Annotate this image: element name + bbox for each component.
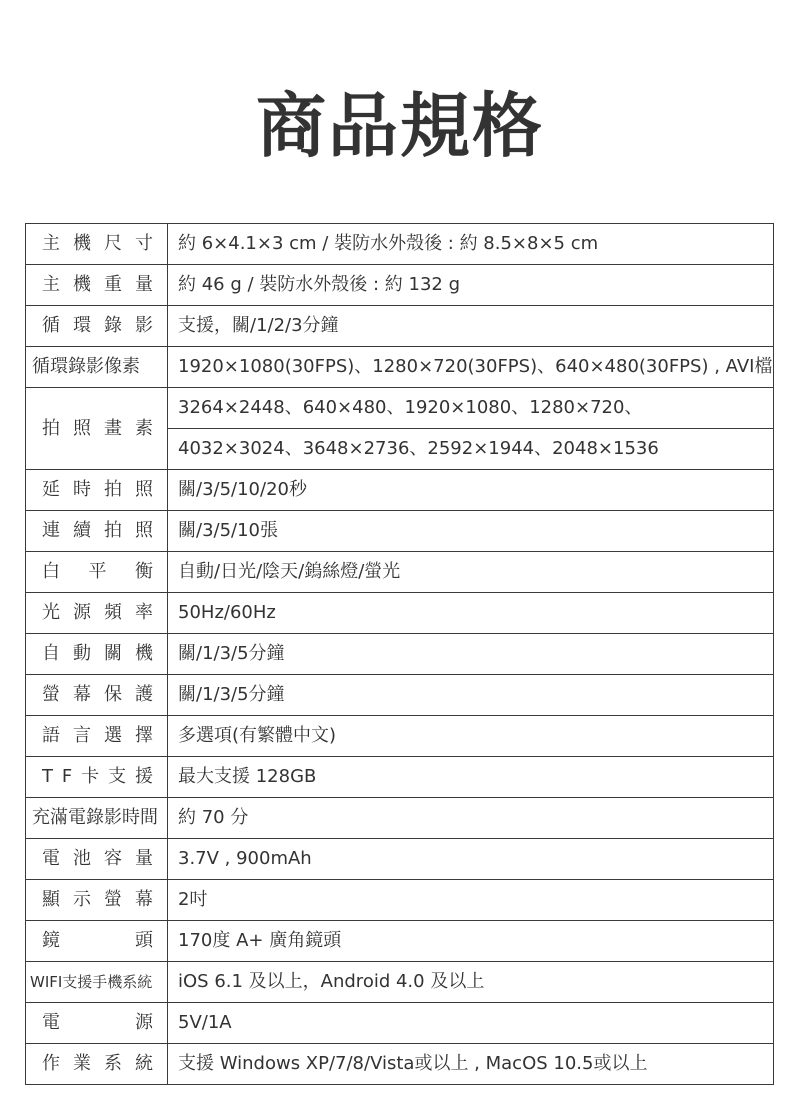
spec-label-char: 電 (42, 848, 60, 869)
spec-label (26, 839, 168, 880)
spec-label-char: 語 (42, 725, 60, 746)
spec-label (26, 1003, 168, 1044)
spec-value: 關/3/5/10張 (168, 511, 774, 552)
spec-value: 支援，關/1/2/3分鐘 (168, 306, 774, 347)
spec-label (26, 1044, 168, 1085)
spec-label-char: 容 (104, 848, 122, 869)
spec-value: 約 70 分 (168, 798, 774, 839)
spec-value: iOS 6.1 及以上，Android 4.0 及以上 (168, 962, 774, 1003)
spec-label-char: 畫 (104, 417, 122, 439)
spec-label-char: 延 (42, 479, 60, 500)
spec-row (26, 675, 774, 716)
spec-label-char: 電 (42, 1012, 60, 1033)
spec-table (25, 223, 774, 1085)
spec-label-char: 循 (42, 315, 60, 336)
spec-label-char: 連 (42, 520, 60, 541)
spec-label-char: 作 (42, 1053, 60, 1074)
spec-label-char: 拍 (104, 520, 122, 541)
spec-label-char: 白 (42, 561, 60, 582)
spec-label (26, 675, 168, 716)
spec-label-char: 照 (73, 417, 91, 439)
spec-label-char: 尺 (104, 233, 122, 254)
spec-value: 5V/1A (168, 1003, 774, 1044)
spec-row (26, 921, 774, 962)
spec-row (26, 1044, 774, 1085)
spec-row (26, 716, 774, 757)
spec-label-char: 保 (104, 684, 122, 705)
spec-label-char: 幕 (73, 684, 91, 705)
spec-value: 支援 Windows XP/7/8/Vista或以上 , MacOS 10.5或以上 (168, 1044, 774, 1085)
spec-label-char: 環 (73, 315, 91, 336)
spec-label-char: 業 (73, 1053, 91, 1074)
spec-value: 約 6×4.1×3 cm / 裝防水外殼後 : 約 8.5×8×5 cm (168, 224, 774, 265)
spec-row (26, 962, 774, 1003)
spec-label-char: 動 (73, 643, 91, 664)
spec-label-char: 重 (104, 274, 122, 295)
spec-label-char: 鏡 (42, 930, 60, 951)
spec-label-char: 率 (135, 602, 153, 623)
spec-label (26, 757, 168, 798)
spec-label-char: F (61, 766, 73, 787)
spec-value: 自動/日光/陰天/鎢絲燈/螢光 (168, 552, 774, 593)
spec-label-char: 拍 (104, 479, 122, 500)
spec-label (26, 511, 168, 552)
spec-label (26, 388, 168, 470)
spec-row (26, 511, 774, 552)
spec-label-char: 量 (135, 274, 153, 295)
spec-label-char: 螢 (42, 684, 60, 705)
spec-label-char: 頻 (104, 602, 122, 623)
spec-row (26, 470, 774, 511)
spec-label-char: 護 (135, 684, 153, 705)
spec-label-text: 循環錄影像素 (32, 356, 140, 377)
spec-label (26, 265, 168, 306)
spec-label-char: 素 (135, 417, 153, 439)
spec-label-char: 顯 (42, 889, 60, 910)
spec-label-char: 衡 (135, 561, 153, 582)
spec-label (26, 716, 168, 757)
spec-value: 約 46 g / 裝防水外殼後 : 約 132 g (168, 265, 774, 306)
spec-label-char: 拍 (42, 417, 60, 439)
spec-label-char: 自 (42, 643, 60, 664)
spec-label (26, 224, 168, 265)
spec-value: 50Hz/60Hz (168, 593, 774, 634)
spec-label-char: 池 (73, 848, 91, 869)
spec-row (26, 593, 774, 634)
spec-label-text: WIFI支援手機系統 (30, 973, 153, 991)
spec-row (26, 757, 774, 798)
spec-row (26, 839, 774, 880)
spec-value: 最大支援 128GB (168, 757, 774, 798)
spec-label-char: 選 (104, 725, 122, 746)
spec-label-char: T (42, 766, 53, 787)
spec-row (26, 388, 774, 429)
spec-label-char: 支 (108, 766, 127, 787)
spec-label (26, 552, 168, 593)
spec-row (26, 1003, 774, 1044)
spec-label-char: 擇 (135, 725, 153, 746)
spec-label-char: 量 (135, 848, 153, 869)
spec-label-char: 機 (73, 233, 91, 254)
spec-value: 關/1/3/5分鐘 (168, 675, 774, 716)
spec-label-char: 關 (104, 643, 122, 664)
spec-label-char: 頭 (135, 930, 153, 951)
spec-label-char: 系 (104, 1053, 122, 1074)
spec-value: 1920×1080(30FPS)、1280×720(30FPS)、640×480(30FPS) , AVI檔 (168, 347, 774, 388)
spec-label-char: 主 (42, 233, 60, 254)
spec-label (26, 798, 168, 839)
spec-value: 4032×3024、3648×2736、2592×1944、2048×1536 (168, 429, 774, 470)
spec-label (26, 306, 168, 347)
spec-label-char: 言 (73, 725, 91, 746)
spec-label-char: 續 (73, 520, 91, 541)
spec-row (26, 306, 774, 347)
spec-value: 關/3/5/10/20秒 (168, 470, 774, 511)
spec-row (26, 880, 774, 921)
spec-row (26, 634, 774, 675)
spec-value: 關/1/3/5分鐘 (168, 634, 774, 675)
spec-row (26, 265, 774, 306)
spec-label-char: 影 (135, 315, 153, 336)
spec-label-char: 時 (73, 479, 91, 500)
spec-label (26, 347, 168, 388)
spec-label (26, 593, 168, 634)
spec-row (26, 552, 774, 593)
spec-value: 3.7V , 900mAh (168, 839, 774, 880)
spec-label-char: 統 (135, 1053, 153, 1074)
spec-label-char: 平 (88, 561, 107, 582)
spec-label-char: 光 (42, 602, 60, 623)
spec-label-char: 機 (135, 643, 153, 664)
spec-label-char: 卡 (81, 766, 100, 787)
spec-label (26, 962, 168, 1003)
spec-label-char: 錄 (104, 315, 122, 336)
spec-label-char: 螢 (104, 889, 122, 910)
spec-row (26, 224, 774, 265)
spec-label-char: 幕 (135, 889, 153, 910)
spec-value: 170度 A+ 廣角鏡頭 (168, 921, 774, 962)
spec-table-body (26, 224, 774, 1085)
spec-value: 2吋 (168, 880, 774, 921)
spec-label-char: 寸 (135, 233, 153, 254)
spec-label (26, 470, 168, 511)
spec-label-char: 照 (135, 520, 153, 541)
spec-label-char: 援 (134, 766, 153, 787)
spec-label (26, 634, 168, 675)
spec-value: 多選項(有繁體中文) (168, 716, 774, 757)
spec-value: 3264×2448、640×480、1920×1080、1280×720、 (168, 388, 774, 429)
page-title: 商品規格 (256, 85, 544, 167)
spec-row (26, 347, 774, 388)
spec-label-char: 主 (42, 274, 60, 295)
spec-label-text: 充滿電錄影時間 (32, 807, 158, 828)
spec-label (26, 880, 168, 921)
spec-label-char: 源 (135, 1012, 153, 1033)
spec-label-char: 示 (73, 889, 91, 910)
spec-label-char: 照 (135, 479, 153, 500)
spec-row (26, 798, 774, 839)
spec-label-char: 機 (73, 274, 91, 295)
spec-label-char: 源 (73, 602, 91, 623)
spec-label (26, 921, 168, 962)
